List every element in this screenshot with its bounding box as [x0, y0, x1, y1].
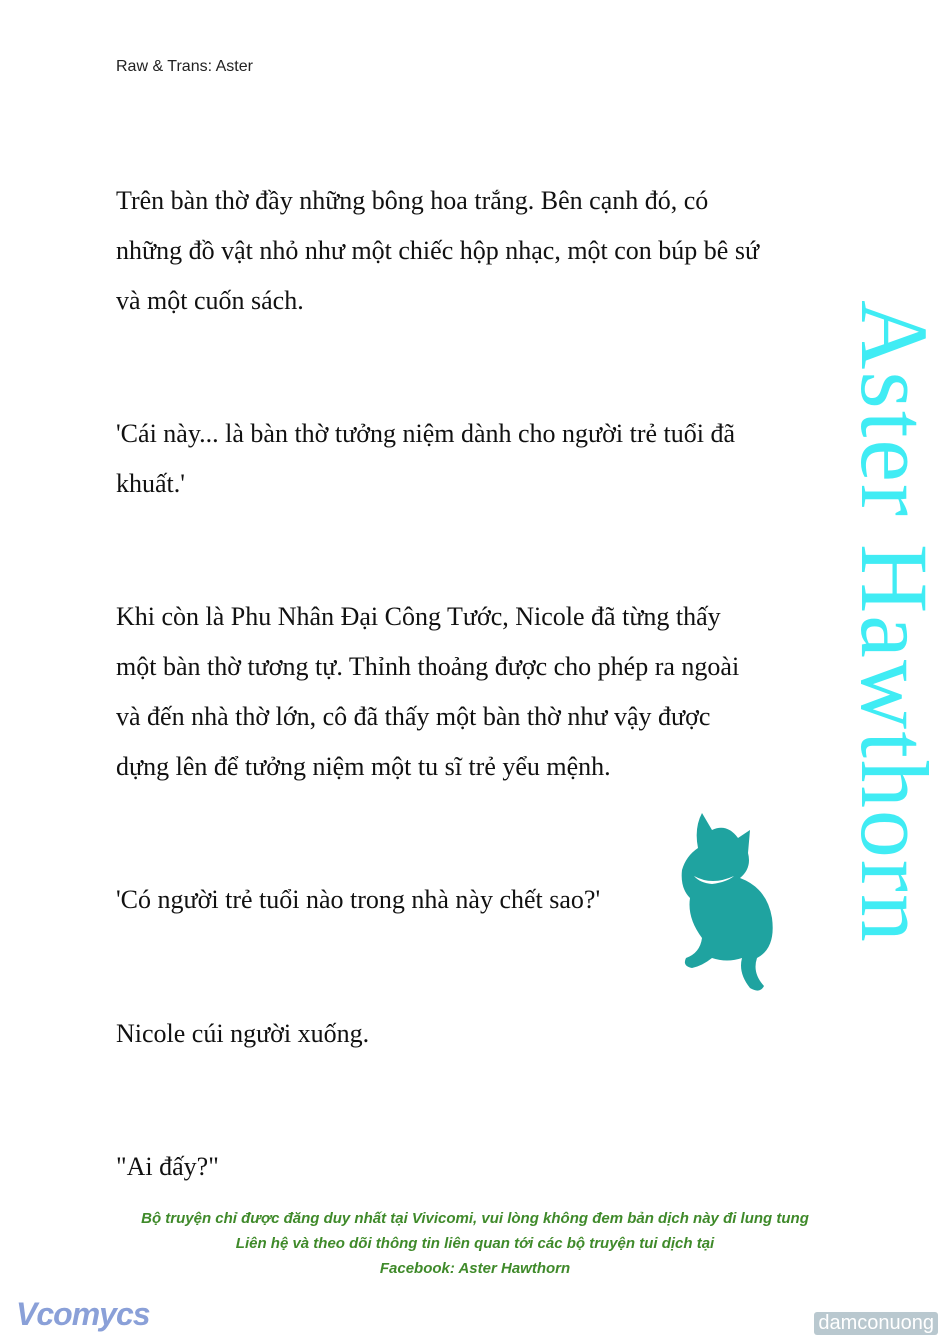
- paragraph-3: [116, 592, 739, 792]
- footer-contact: Liên hệ và theo dõi thông tin liên quan tới các bộ truyện tui dịch tại: [235, 1235, 715, 1252]
- text-line: 'Có người trẻ tuổi nào trong nhà này chết sao?': [116, 885, 601, 914]
- text-line: "Ai đấy?": [116, 1152, 219, 1181]
- text-line: dựng lên để tưởng niệm một tu sĩ trẻ yểu mệnh.: [116, 752, 611, 781]
- text-line: một bàn thờ tương tự. Thỉnh thoảng được cho phép ra ngoài: [116, 652, 740, 681]
- cat-silhouette-icon: [672, 808, 782, 993]
- text-line: và đến nhà thờ lớn, cô đã thấy một bàn thờ như vậy được: [116, 702, 711, 731]
- paragraph-1: [116, 176, 759, 326]
- text-line: Trên bàn thờ đầy những bông hoa trắng. Bên cạnh đó, có: [116, 186, 709, 215]
- text-line: và một cuốn sách.: [116, 286, 304, 315]
- vcomycs-logo: Vcomycs: [16, 1296, 150, 1332]
- damconuong-logo: damconuong: [814, 1312, 938, 1335]
- text-line: 'Cái này... là bàn thờ tưởng niệm dành cho người trẻ tuổi đã: [116, 419, 736, 448]
- paragraph-5: [116, 1009, 369, 1059]
- watermark-text: Aster Hawthorn: [841, 300, 948, 944]
- text-line: Nicole cúi người xuống.: [116, 1019, 370, 1048]
- paragraph-4: [116, 875, 600, 925]
- paragraph-6: [116, 1142, 219, 1192]
- footer-notice: Bộ truyện chỉ được đăng duy nhất tại Vivicomi, vui lòng không đem bản dịch này đi lung tung: [141, 1210, 809, 1227]
- footer-facebook: Facebook: Aster Hawthorn: [379, 1260, 571, 1277]
- page-header: Raw & Trans: Aster: [116, 58, 253, 75]
- text-line: khuất.': [116, 469, 185, 498]
- paragraph-2: [116, 409, 735, 509]
- text-line: những đồ vật nhỏ như một chiếc hộp nhạc, một con búp bê sứ: [116, 236, 760, 265]
- text-line: Khi còn là Phu Nhân Đại Công Tước, Nicole đã từng thấy: [116, 602, 721, 631]
